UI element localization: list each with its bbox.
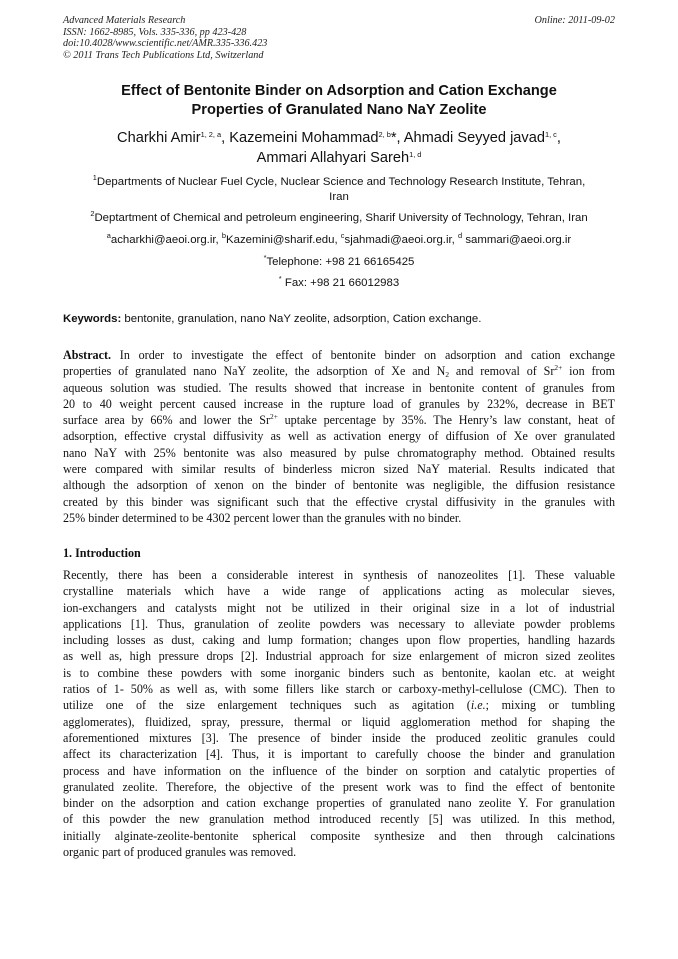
running-header [63, 15, 615, 61]
author-name: Kazemeini Mohammad [229, 130, 379, 146]
intro-line: ratios of 1- 50% as well as, with some fillers like starch or carboxy-methyl-cellulose (CMC). Then to [63, 682, 615, 697]
journal-name: Advanced Materials Research [63, 15, 186, 26]
affiliation-text: Iran [329, 191, 349, 203]
intro-line: agglomerates), fluidized, spray, pressure, thermal or liquid agglomeration method for shaping the [63, 714, 615, 729]
author-name: Ahmadi Seyyed javad [403, 130, 545, 146]
keywords-text: bentonite, granulation, nano NaY zeolite, adsorption, Cation exchange. [124, 313, 482, 325]
title-line-2: Properties of Granulated Nano NaY Zeolite [191, 102, 487, 118]
author-list [63, 128, 615, 168]
author-affil-sup: 2, b [378, 130, 391, 139]
author-affil-sup: 1, d [409, 150, 422, 159]
email-link[interactable]: acharkhi@aeoi.org.ir [110, 234, 216, 246]
header-citation [63, 15, 615, 61]
intro-line: aforementioned mixtures [3]. The presence of binder inside the produced zeolitic granules could [63, 730, 615, 745]
abstract-line: 25% binder determined to be 4302 percent lower than the granules with no binder. [63, 510, 462, 525]
abstract-line: Abstract. In order to investigate the effect of bentonite binder on adsorption and cation exchange [63, 348, 615, 362]
affiliation-text: Departments of Nuclear Fuel Cycle, Nuclear Science and Technology Research Institute, Tehran, [96, 176, 586, 188]
email-link[interactable]: sjahmadi@aeoi.org.ir [344, 234, 452, 246]
affiliation-sup: 1 [92, 173, 97, 182]
email-link[interactable]: sammari@aeoi.org.ir [465, 234, 572, 246]
section-heading: 1. Introduction [63, 546, 141, 560]
abstract-line: created by this binder was significant such that the effective crystal diffusivity in the granules with [63, 494, 615, 509]
intro-line: initially alginate-zeolite-bentonite spherical composite synthesize and then through calcinations [63, 828, 615, 843]
abstract-line: adsorption, effective crystal diffusivity as well as activation energy of diffusion of Xe over granulated [63, 429, 615, 444]
intro-line: applications [1]. Thus, granulation of zeolite powders was necessary to alleviate powder problems [63, 616, 615, 631]
affiliation-2 [63, 211, 615, 226]
intro-line: Recently, there has been a considerable interest in synthesis of nanozeolites [1]. These valuable [63, 568, 615, 582]
email-list: $^a$acharkhi@aeoi.org.ir, $^b$Kazemini@sharif.edu, $^c$sjahmadi@aeoi.org.ir, $^d$ sammari@aeoi.org.ir [106, 231, 572, 246]
keywords [63, 312, 615, 327]
abstract-line: aqueous solution was studied. The results showed that increase in bentonite content of granules from [63, 380, 615, 395]
issn-line: ISSN: 1662-8985, Vols. 335-336, pp 423-428 [63, 26, 247, 38]
abstract-line: surface area by 66% and lower the $Sr^{2+}$ uptake percentage by 35%. The Henry’s law constant, heat of [63, 412, 616, 428]
fax-line: * Fax: +98 21 66012983 [278, 274, 400, 289]
author-name: Charkhi Amir [117, 130, 201, 146]
email-link[interactable]: Kazemini@sharif.edu [226, 234, 335, 246]
intro-line: crystalline materials which have a wide range of applications acting as molecular sieves, [63, 584, 615, 599]
author-affil-sup: 1, c [544, 130, 557, 139]
intro-line: utilize one of the size enlargement techniques such as agitation (i.e.; mixing or tumbling [63, 698, 615, 713]
author-line-2 [63, 148, 615, 168]
affiliation-text: Deptartment of Chemical and petroleum engineering, Sharif University of Technology, Tehran, Iran [94, 212, 588, 224]
abstract-line: nano NaY with 25% bentonite was also measured by pulse chromatography method. Obtained results [63, 445, 615, 460]
doi-line: doi:10.4028/www.scientific.net/AMR.335-336.423 [63, 38, 268, 50]
intro-line: organic part of produced granules was removed. [63, 845, 297, 860]
intro-line: is to combine these powders with some inorganic binders such as bentonite, kaolan etc. at weight [63, 665, 615, 680]
intro-line: process and have information on the influence of the binder on sorption and catalytic properties of [63, 763, 615, 778]
affiliation-1 [63, 175, 615, 205]
intro-line: as well as, high pressure drops [2]. Industrial approach for size enlargement of micron sized zeolites [63, 649, 615, 664]
intro-line: affect its characterization [4]. Thus, it is important to carefully choose the binder and granulation [63, 747, 615, 762]
intro-line: ion-exchangers and catalysts might not be utilized in their original size in a lot of industrial [63, 600, 615, 615]
author-line-1: Charkhi Amir$^{1, 2, a}$, Kazemeini Mohammad$^{2, b}$*, Ahmadi Seyyed javad$^{1, c}$, [117, 130, 561, 146]
abstract-label: Abstract. [63, 348, 112, 362]
abstract [63, 347, 615, 526]
author-affil-sup: 1, 2, a [200, 130, 222, 139]
abstract-line: were compared with similar results of binderless micron sized NaY material. Results indicated that [63, 462, 615, 477]
intro-line: granulated zeolite. Therefore, the objective of the present work was to find the effect of bentonite [63, 779, 615, 794]
copyright-line: © 2011 Trans Tech Publications Ltd, Switzerland [63, 49, 264, 61]
paper-title [63, 82, 615, 120]
abstract-line: although the adsorption of xenon on the binder of bentonite was negligible, the diffusion resistance [63, 478, 615, 493]
intro-line: of this powder the new granulation method introduced recently [5] was utilized. In this method, [63, 812, 615, 827]
affiliation-sup: 2 [90, 209, 95, 218]
intro-line: binder on the adsorption and cation exchange properties of granulated nano zeolite Y. For granulation [63, 796, 615, 811]
introduction-body [63, 567, 615, 860]
author-name: Ammari Allahyari Sareh [256, 150, 410, 166]
online-date: Online: 2011-09-02 [534, 15, 615, 26]
keywords-label: Keywords: [63, 313, 122, 325]
title-line-1: Effect of Bentonite Binder on Adsorption and Cation Exchange [121, 83, 557, 99]
telephone-line: *Telephone: +98 21 66165425 [263, 253, 415, 268]
abstract-line: properties of granulated nano NaY zeolite, the adsorption of Xe and $N_2$ and removal of $Sr^{2+}$ ion from [63, 363, 615, 380]
intro-line: including losses as dust, caking and lump formation; changes upon flow properties, handling hazards [63, 633, 615, 648]
abstract-line: 20 to 40 weight percent caused increase in the rupture load of granules by 232%, decrease in BET [63, 396, 615, 411]
